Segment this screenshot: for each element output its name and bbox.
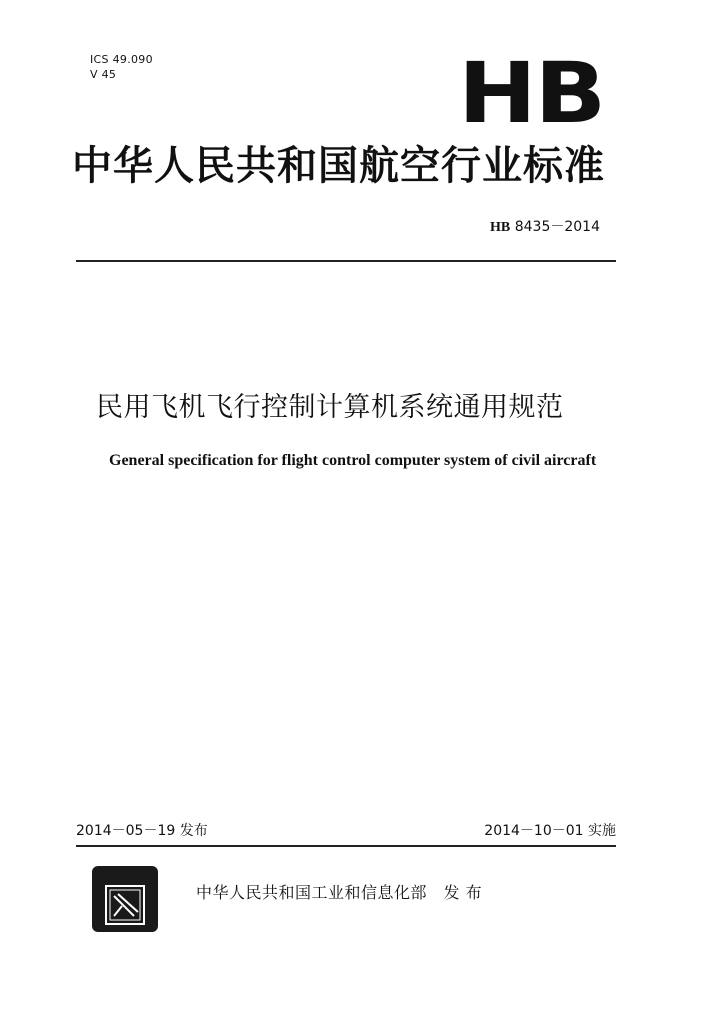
hb-logo: HB xyxy=(458,44,604,142)
publish-date: 2014－05－19 发布 xyxy=(76,823,208,839)
standard-code: HB xyxy=(490,220,511,235)
publisher-name: 中华人民共和国工业和信息化部 发 布 xyxy=(196,883,483,902)
ics-code: ICS 49.090 xyxy=(90,53,153,66)
category-code: V 45 xyxy=(90,68,117,81)
document-title-cn: 民用飞机飞行控制计算机系统通用规范 xyxy=(96,392,564,423)
document-title-en: General specification for flight control computer system of civil aircraft xyxy=(109,452,597,469)
top-divider xyxy=(76,260,616,262)
bottom-divider xyxy=(76,845,616,847)
standard-title: 中华人民共和国航空行业标准 xyxy=(72,143,605,189)
implement-date: 2014－10－01 实施 xyxy=(484,823,616,839)
standard-number xyxy=(490,216,600,236)
classification-codes xyxy=(90,52,153,82)
ministry-logo xyxy=(92,866,158,932)
standard-number-value: 8435－2014 xyxy=(514,219,600,235)
